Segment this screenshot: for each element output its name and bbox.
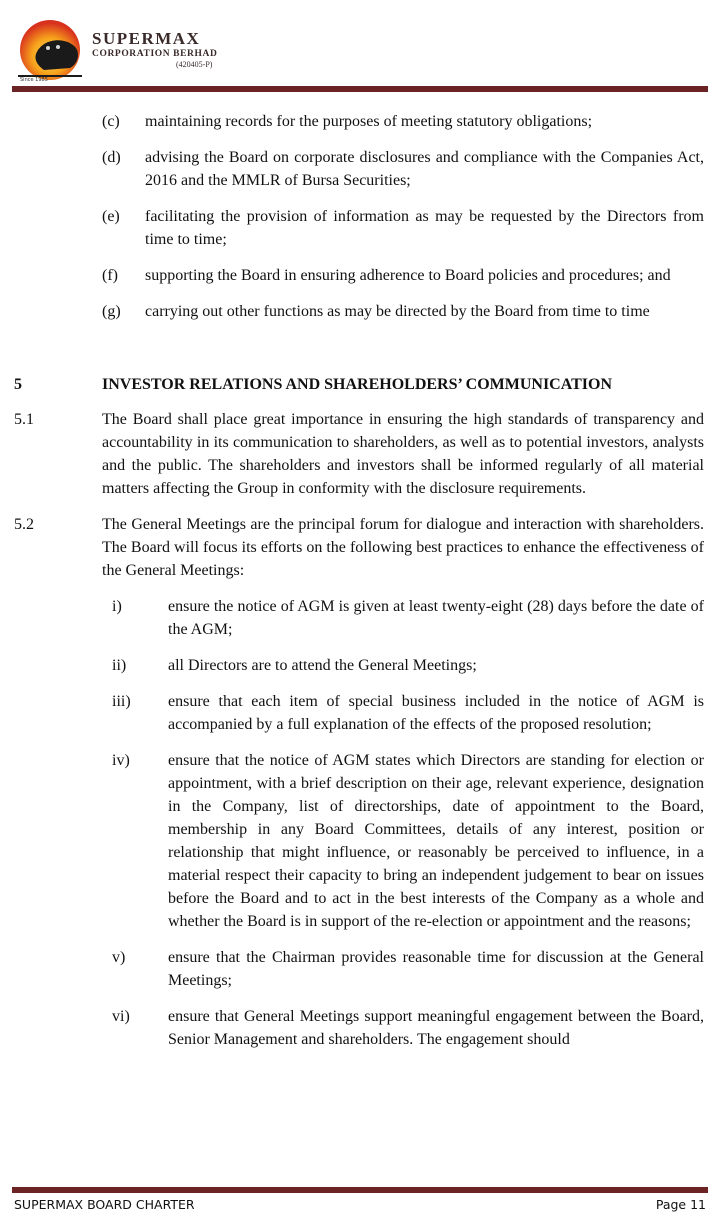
page-header (0, 0, 720, 96)
paragraph (0, 408, 720, 500)
list-item (0, 300, 720, 323)
footer-document-title: SUPERMAX BOARD CHARTER (14, 1197, 195, 1212)
list-item (0, 595, 720, 641)
section-title: INVESTOR RELATIONS AND SHAREHOLDERS’ COMMUNICATION (102, 376, 612, 393)
brand-subtitle: CORPORATION BERHAD (92, 49, 218, 59)
section-heading (0, 373, 720, 396)
item-number: iv) (112, 752, 130, 769)
item-text: ensure that the Chairman provides reasonable time for discussion at the General Meetings; (168, 949, 704, 989)
item-text: all Directors are to attend the General Meetings; (168, 657, 477, 674)
item-number: i) (112, 598, 122, 615)
item-text: maintaining records for the purposes of meeting statutory obligations; (145, 113, 593, 130)
item-text: supporting the Board in ensuring adherence to Board policies and procedures; and (145, 267, 671, 284)
item-number: (f) (102, 267, 118, 284)
brand-block (92, 30, 217, 69)
item-text: ensure that the notice of AGM states which Directors are standing for election or appointment, with a brief description on their age, relevant experience, designation in the Company, list of directorships, date of appointment to the Board, membership in any Board Committees, details of any interest, position or relationship that might influence, or reasonably be perceived to influence, in a material respect their capacity to bring an independent judgement to bear on issues before the Board and to act in the best interests of the Company as a whole and whether the Board is in support of the re-election or appointment and the reasons; (168, 752, 704, 930)
list-item (0, 1005, 720, 1051)
supermax-logo (14, 14, 94, 82)
item-number: (g) (102, 303, 121, 320)
item-number: (d) (102, 149, 121, 166)
paragraph-text: The Board shall place great importance in ensuring the high standards of transparency and accountability in its communication to shareholders, as well as to potential investors, analysts and the public. The shareholders and investors shall be informed regularly of all material matters affecting the Group in conformity with the disclosure requirements. (102, 411, 704, 497)
list-item (0, 146, 720, 192)
footer-page-number: Page 11 (655, 1197, 706, 1212)
item-text: facilitating the provision of information as may be requested by the Directors from time to time; (145, 208, 704, 248)
paragraph (0, 513, 720, 582)
item-text: carrying out other functions as may be directed by the Board from time to time (145, 303, 650, 320)
item-number: v) (112, 949, 126, 966)
footer-rule (12, 1187, 708, 1193)
paragraph-number: 5.1 (14, 411, 34, 428)
item-text: advising the Board on corporate disclosures and compliance with the Companies Act, 2016 and the MMLR of Bursa Securities; (145, 149, 704, 189)
list-item (0, 110, 720, 133)
list-item (0, 749, 720, 933)
item-number: vi) (112, 1008, 130, 1025)
brand-name: SUPERMAX (92, 29, 201, 48)
list-item (0, 205, 720, 251)
document-body (0, 110, 720, 1051)
item-text: ensure the notice of AGM is given at least twenty-eight (28) days before the date of the AGM; (168, 598, 704, 638)
svg-text:Since 1985: Since 1985 (20, 77, 48, 82)
list-item (0, 946, 720, 992)
section-number: 5 (14, 376, 22, 393)
header-rule (12, 86, 708, 92)
item-number: (e) (102, 208, 120, 225)
paragraph-number: 5.2 (14, 516, 34, 533)
item-text: ensure that General Meetings support meaningful engagement between the Board, Senior Management and shareholders. The engagement should (168, 1008, 704, 1048)
list-item (0, 264, 720, 287)
item-number: (c) (102, 113, 120, 130)
paragraph-text: The General Meetings are the principal forum for dialogue and interaction with shareholders. The Board will focus its efforts on the following best practices to enhance the effectiveness of the General Meetings: (102, 516, 704, 579)
item-number: iii) (112, 693, 131, 710)
list-item (0, 654, 720, 677)
brand-registration: (420405-P) (176, 60, 213, 69)
item-number: ii) (112, 657, 127, 674)
item-text: ensure that each item of special business included in the notice of AGM is accompanied by a full explanation of the effects of the proposed resolution; (168, 693, 704, 733)
list-item (0, 690, 720, 736)
